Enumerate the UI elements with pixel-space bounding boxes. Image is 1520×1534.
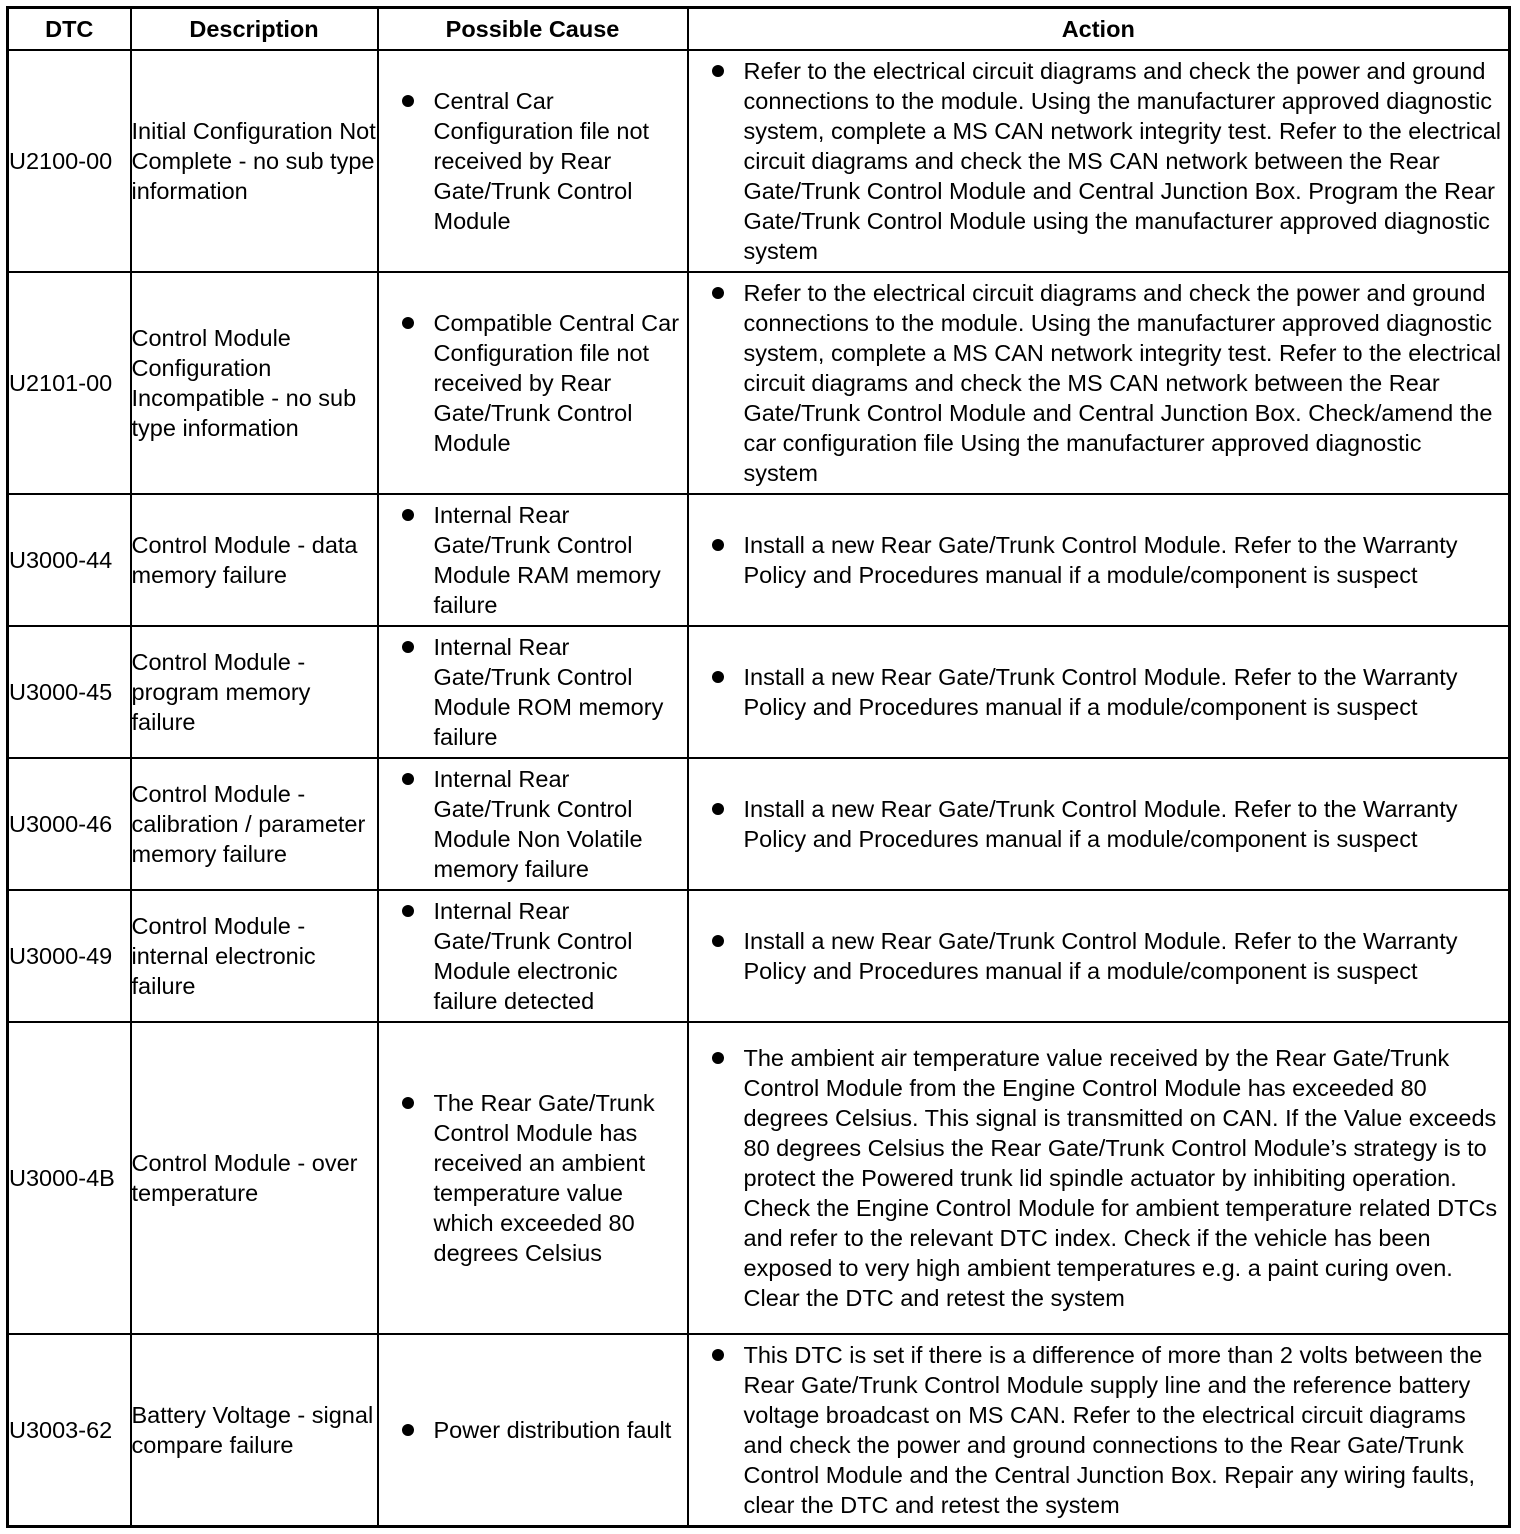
dtc-code: U3000-44 — [8, 494, 131, 626]
header-action: Action — [688, 8, 1510, 51]
action-text: The ambient air temperature value received by the Rear Gate/Trunk Control Module from the Engine Control Module has exceeded 80 degrees Celsius. This signal is transmitted on CAN. If the Value exceeds 80 degrees Celsius the Rear Gate/Trunk Control Module’s strategy is to protect the Powered trunk lid spindle actuator by inhibiting operation. Check the Engine Control Module for ambient temperature related DTCs and refer to the relevant DTC index. Check if the vehicle has been exposed to very high ambient temperatures e.g. a paint curing oven. Clear the DTC and retest the system — [743, 1045, 1498, 1311]
bullet-icon — [402, 905, 414, 917]
possible-cause-text: Internal Rear Gate/Trunk Control Module electronic failure detected — [433, 898, 633, 1014]
table-row — [8, 1022, 1510, 1334]
bullet-icon — [712, 287, 724, 299]
dtc-code: U3000-49 — [8, 890, 131, 1022]
bullet-icon — [402, 641, 414, 653]
action-text: Refer to the electrical circuit diagrams and check the power and ground connections to the module. Using the manufacturer approved diagnostic system, complete a MS CAN network integrity test. Refer to the electrical circuit diagrams and check the MS CAN network between the Rear Gate/Trunk Control Module and Central Junction Box. Check/amend the car configuration file Using the manufacturer approved diagnostic system — [743, 280, 1501, 486]
bullet-icon — [712, 539, 724, 551]
dtc-code: U3003-62 — [8, 1334, 131, 1526]
dtc-code: U3000-45 — [8, 626, 131, 758]
bullet-icon — [712, 935, 724, 947]
action-cell — [688, 758, 1510, 890]
possible-cause-cell — [378, 890, 688, 1022]
action-cell — [688, 890, 1510, 1022]
action-cell — [688, 626, 1510, 758]
dtc-description: Battery Voltage - signal compare failure — [131, 1334, 378, 1526]
table-row — [8, 890, 1510, 1022]
header-description: Description — [131, 8, 378, 51]
action-text: Install a new Rear Gate/Trunk Control Module. Refer to the Warranty Policy and Procedures manual if a module/component is suspect — [743, 664, 1458, 720]
table-row — [8, 626, 1510, 758]
dtc-code: U2100-00 — [8, 50, 131, 272]
dtc-description: Initial Configuration Not Complete - no sub type information — [131, 50, 378, 272]
dtc-description: Control Module - over temperature — [131, 1022, 378, 1334]
possible-cause-text: Internal Rear Gate/Trunk Control Module Non Volatile memory failure — [433, 766, 643, 882]
table-row — [8, 50, 1510, 272]
dtc-description: Control Module - program memory failure — [131, 626, 378, 758]
possible-cause-text: Central Car Configuration file not received by Rear Gate/Trunk Control Module — [433, 88, 650, 234]
dtc-table — [6, 6, 1511, 1528]
action-cell — [688, 272, 1510, 494]
possible-cause-cell — [378, 494, 688, 626]
possible-cause-cell — [378, 1334, 688, 1526]
action-cell — [688, 50, 1510, 272]
dtc-description: Control Module - internal electronic failure — [131, 890, 378, 1022]
dtc-description: Control Module - calibration / parameter memory failure — [131, 758, 378, 890]
table-row — [8, 272, 1510, 494]
possible-cause-cell — [378, 626, 688, 758]
action-text: This DTC is set if there is a difference of more than 2 volts between the Rear Gate/Trunk Control Module supply line and the reference battery voltage broadcast on MS CAN. Refer to the electrical circuit diagrams and check the power and ground connections to the Rear Gate/Trunk Control Module and the Central Junction Box. Repair any wiring faults, clear the DTC and retest the system — [743, 1341, 1483, 1518]
dtc-code: U3000-4B — [8, 1022, 131, 1334]
action-text: Install a new Rear Gate/Trunk Control Module. Refer to the Warranty Policy and Procedures manual if a module/component is suspect — [743, 532, 1458, 588]
dtc-description: Control Module Configuration Incompatible - no sub type information — [131, 272, 378, 494]
action-text: Install a new Rear Gate/Trunk Control Module. Refer to the Warranty Policy and Procedures manual if a module/component is suspect — [743, 796, 1458, 852]
action-cell — [688, 1334, 1510, 1526]
dtc-code: U2101-00 — [8, 272, 131, 494]
bullet-icon — [402, 773, 414, 785]
action-cell — [688, 494, 1510, 626]
possible-cause-text: Compatible Central Car Configuration file not received by Rear Gate/Trunk Control Module — [433, 310, 680, 456]
possible-cause-text: Internal Rear Gate/Trunk Control Module RAM memory failure — [433, 502, 661, 618]
header-row — [8, 8, 1510, 51]
bullet-icon — [712, 1052, 724, 1064]
possible-cause-text: Power distribution fault — [433, 1416, 672, 1443]
bullet-icon — [712, 803, 724, 815]
bullet-icon — [402, 317, 414, 329]
action-text: Install a new Rear Gate/Trunk Control Module. Refer to the Warranty Policy and Procedures manual if a module/component is suspect — [743, 928, 1458, 984]
action-cell — [688, 1022, 1510, 1334]
header-possible-cause: Possible Cause — [378, 8, 688, 51]
table-row — [8, 758, 1510, 890]
dtc-description: Control Module - data memory failure — [131, 494, 378, 626]
possible-cause-text: Internal Rear Gate/Trunk Control Module ROM memory failure — [433, 634, 664, 750]
table-row — [8, 494, 1510, 626]
bullet-icon — [712, 65, 724, 77]
bullet-icon — [402, 1097, 414, 1109]
possible-cause-cell — [378, 1022, 688, 1334]
action-text: Refer to the electrical circuit diagrams and check the power and ground connections to the module. Using the manufacturer approved diagnostic system, complete a MS CAN network integrity test. Refer to the electrical circuit diagrams and check the MS CAN network between the Rear Gate/Trunk Control Module and Central Junction Box. Program the Rear Gate/Trunk Control Module using the manufacturer approved diagnostic system — [743, 58, 1501, 264]
dtc-code: U3000-46 — [8, 758, 131, 890]
bullet-icon — [402, 1424, 414, 1436]
bullet-icon — [712, 1349, 724, 1361]
table-row — [8, 1334, 1510, 1526]
possible-cause-cell — [378, 272, 688, 494]
possible-cause-cell — [378, 50, 688, 272]
header-dtc: DTC — [8, 8, 131, 51]
bullet-icon — [402, 509, 414, 521]
possible-cause-cell — [378, 758, 688, 890]
bullet-icon — [712, 671, 724, 683]
possible-cause-text: The Rear Gate/Trunk Control Module has received an ambient temperature value which exceeded 80 degrees Celsius — [433, 1090, 655, 1266]
bullet-icon — [402, 95, 414, 107]
